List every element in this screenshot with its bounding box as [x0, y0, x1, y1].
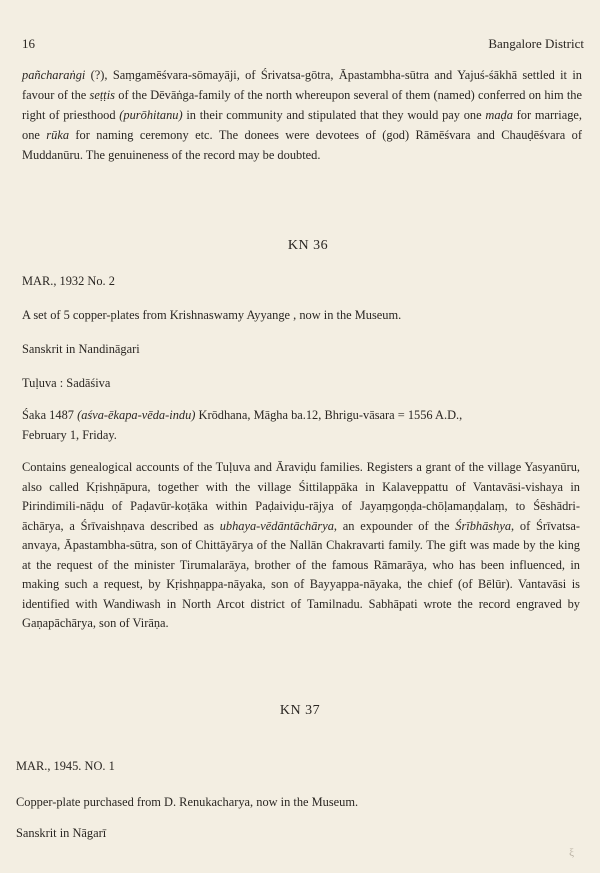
page-number: 16	[22, 36, 35, 51]
intro-text-1: (?), Saṃgamēśvara-sōmayāji, of Śrivatsa-gōtra, Āpastambha-sūtra and Yajuś-śākhā settled it in favour of the	[22, 68, 582, 102]
date-chronogram: (aśva-ēkapa-vēda-indu)	[77, 408, 196, 422]
section-heading-kn36: KN 36	[287, 238, 329, 253]
dynasty-kn36: Tuḷuva : Sadāśiva	[22, 376, 111, 390]
mar-reference-kn37: MAR., 1945. NO. 1	[16, 759, 115, 773]
script-kn37: Sanskrit in Nāgarī	[16, 826, 107, 840]
intro-text-5: for naming ceremony etc. The donees were devotees of (god) Rāmēśvara and Chauḍēśvara of Muddanūru. The genuineness of the record may be doubted.	[22, 127, 582, 162]
running-title: Bangalore District	[488, 36, 584, 51]
margin-mark: ξ	[569, 847, 574, 859]
intro-text-3: in their community and stipulated that they would pay one	[182, 107, 486, 122]
body-paragraph-kn36	[22, 458, 580, 634]
body-text-a: Contains genealogical accounts of the Tuḷuva and Āraviḍu families. Registers a grant of the village Yasyanūru, also called Kṛishṇāpura, together with the village Śittilappāka in Kalaveppattu of Vantavāsi-vishaya in Pirindimili-nāḍu of Paḍavūr-koṭāka within Paḍaiviḍu-rājya of Jayaṃgoṇḍa-chōḷamaṇḍalaṃ, to Śēshādri-āchārya, a Śrīvaishṇava described as	[22, 460, 580, 533]
intro-italic-1: pañcharaṅgi	[22, 68, 86, 82]
description-kn36: A set of 5 copper-plates from Krishnaswamy Ayyange , now in the Museum.	[22, 308, 402, 322]
script-kn36: Sanskrit in Nandināgari	[22, 342, 140, 356]
date-kn36	[22, 408, 462, 423]
date-rest: Krōdhana, Māgha ba.12, Bhrigu-vāsara = 1556 A.D.,	[195, 408, 463, 422]
intro-italic-5: rūka	[46, 127, 70, 142]
mar-reference-kn36: MAR., 1932 No. 2	[22, 274, 115, 288]
intro-text-4: for marriage, one	[22, 107, 582, 142]
description-kn37: Copper-plate purchased from D. Renukacharya, now in the Museum.	[16, 795, 359, 809]
body-text-b: , an expounder of the	[333, 518, 456, 533]
intro-text-2: of the Dēvāṅga-family of the north whereupon several of them (named) conferred on him the right of priesthood	[22, 87, 582, 122]
body-text-c: , of Śrīvatsa-anvaya, Āpastambha-sūtra, son of Chittāyārya of the Nallān Chakravarti family. The gift was made by the king at the request of the minister Tirumalarāya, brother of the famous Rāmarāya, who has been influenced, in making such a request, by Kṛishṇappa-nāyaka, son of Bayyappa-nāyaka, the chief (of Bēlūr). Vantavāsi is identified with Wandiwash in North Arcot district of Tamilnadu. Sabhāpati wrote the record engraved by Gaṇapāchārya, son of Virāṇa.	[22, 518, 580, 630]
section-heading-kn37: KN 37	[279, 703, 321, 718]
intro-italic-4: maḍa	[485, 107, 513, 122]
date-line2-kn36: February 1, Friday.	[22, 428, 117, 442]
intro-italic-2: seṭṭis	[89, 87, 116, 102]
intro-paragraph	[22, 66, 582, 166]
date-prefix: Śaka 1487	[22, 408, 78, 422]
body-italic-2: Śrībhāshya	[455, 518, 512, 533]
intro-italic-3: (purōhitanu)	[119, 107, 183, 122]
body-italic-1: ubhaya-vēdāntāchārya	[219, 518, 334, 533]
